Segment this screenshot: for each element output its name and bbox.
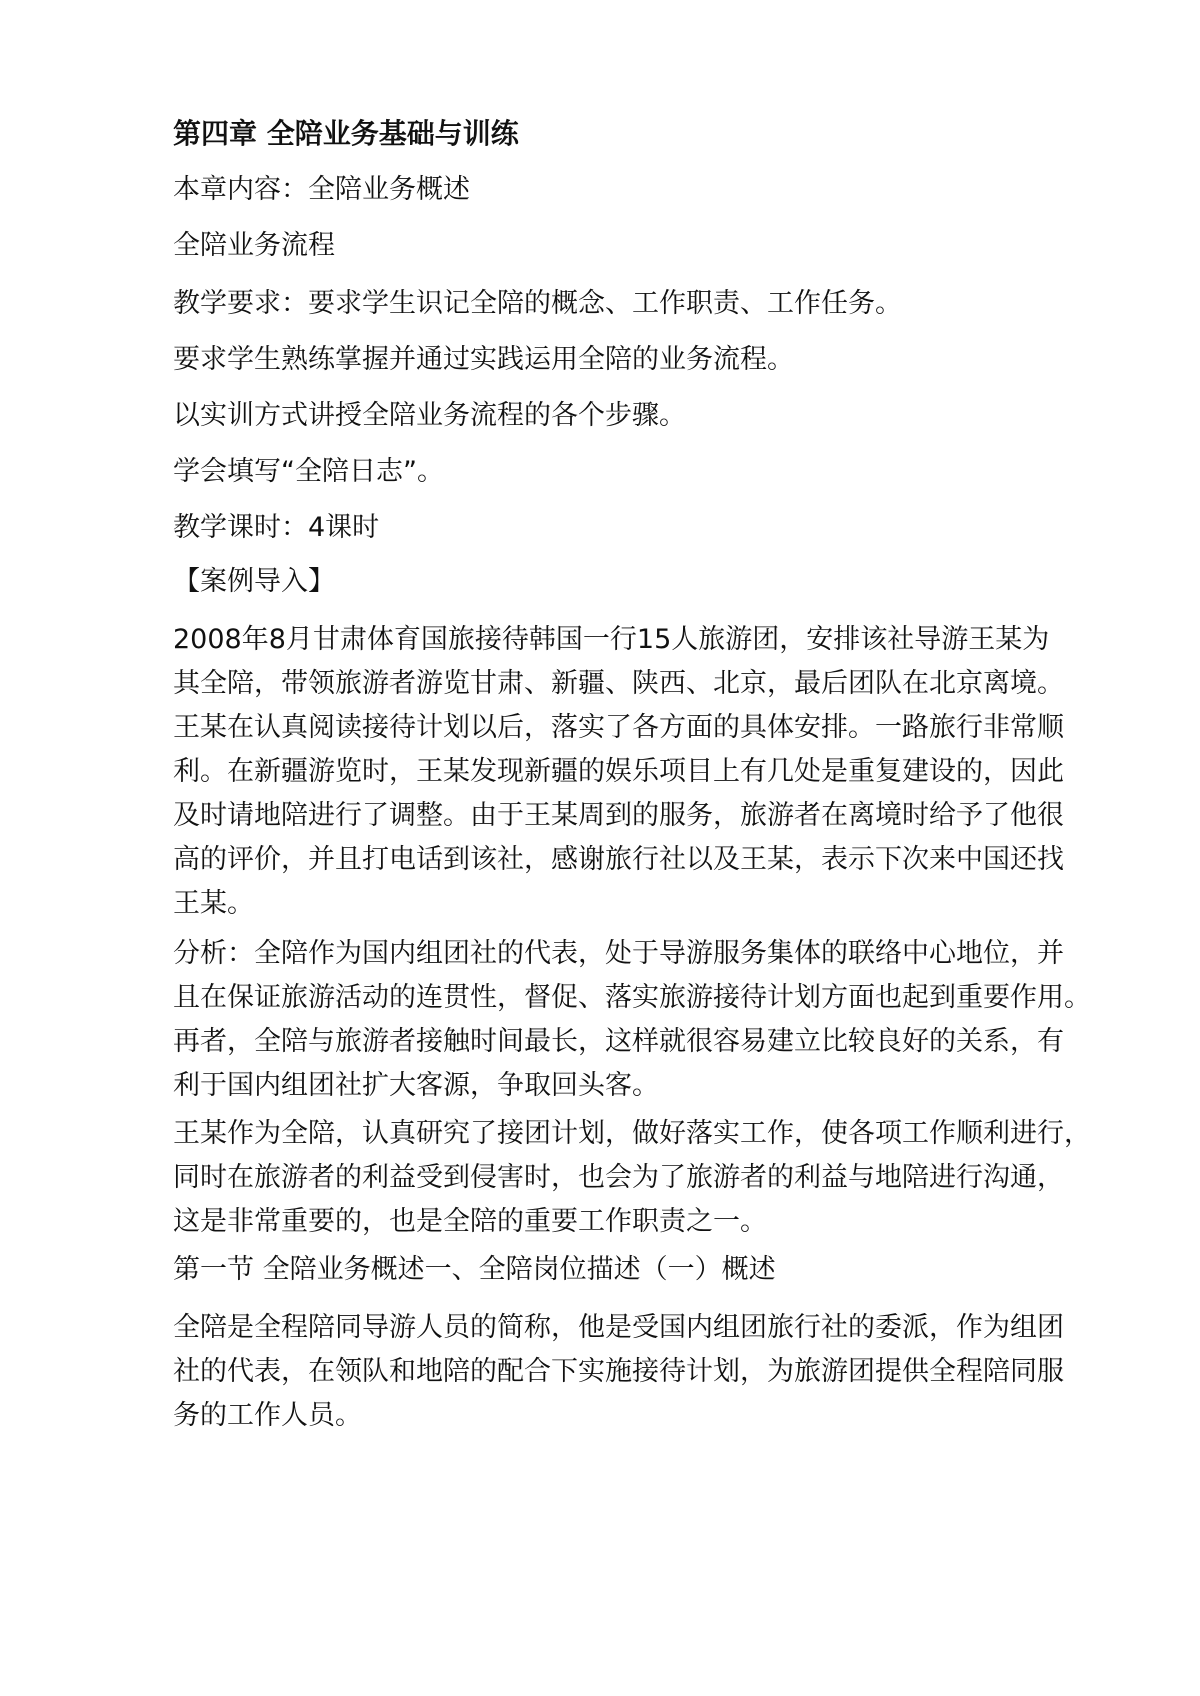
case-line: 其全陪，带领旅游者游览甘肃、新疆、陕西、北京，最后团队在北京离境。 [173,668,1064,699]
case-line: 利。在新疆游览时，王某发现新疆的娱乐项目上有几处是重复建设的，因此 [173,756,1064,787]
definition-line: 全陪是全程陪同导游人员的简称，他是受国内组团旅行社的委派，作为组团 [173,1312,1064,1343]
analysis-line: 再者，全陪与旅游者接触时间最长，这样就很容易建立比较良好的关系，有 [173,1026,1064,1057]
case-paragraph [173,618,1064,926]
analysis-paragraph [173,932,1091,1108]
teaching-requirement-4: 学会填写“全陪日志”。 [173,456,444,487]
case-line: 王某。 [173,888,254,919]
teaching-requirement: 教学要求：要求学生识记全陪的概念、工作职责、工作任务。 [173,288,902,319]
definition-line: 社的代表，在领队和地陪的配合下实施接待计划，为旅游团提供全程陪同服 [173,1356,1064,1387]
teaching-requirement-2: 要求学生熟练掌握并通过实践运用全陪的业务流程。 [173,344,794,375]
case-line: 2008年8月甘肃体育国旅接待韩国一行15人旅游团，安排该社导游王某为 [173,624,1050,655]
definition-paragraph [173,1306,1064,1438]
case-line: 高的评价，并且打电话到该社，感谢旅行社以及王某，表示下次来中国还找 [173,844,1064,875]
section-heading: 第一节 全陪业务概述一、全陪岗位描述（一）概述 [173,1254,776,1285]
analysis-line: 分析：全陪作为国内组团社的代表，处于导游服务集体的联络中心地位，并 [173,938,1064,969]
chapter-content-item: 全陪业务流程 [173,230,335,261]
case-heading: 【案例导入】 [173,566,335,597]
wang-line: 王某作为全陪，认真研究了接团计划，做好落实工作，使各项工作顺利进行， [173,1118,1091,1149]
wang-line: 同时在旅游者的利益受到侵害时，也会为了旅游者的利益与地陪进行沟通， [173,1162,1064,1193]
teaching-hours: 教学课时：4课时 [173,512,380,543]
definition-line: 务的工作人员。 [173,1400,362,1431]
analysis-line: 且在保证旅游活动的连贯性，督促、落实旅游接待计划方面也起到重要作用。 [173,982,1091,1013]
wang-line: 这是非常重要的，也是全陪的重要工作职责之一。 [173,1206,767,1237]
teaching-requirement-3: 以实训方式讲授全陪业务流程的各个步骤。 [173,400,686,431]
analysis-line: 利于国内组团社扩大客源，争取回头客。 [173,1070,659,1101]
chapter-content: 本章内容：全陪业务概述 [173,174,470,205]
wang-paragraph [173,1112,1091,1244]
chapter-title: 第四章 全陪业务基础与训练 [173,117,519,150]
case-line: 及时请地陪进行了调整。由于王某周到的服务，旅游者在离境时给予了他很 [173,800,1064,831]
case-line: 王某在认真阅读接待计划以后，落实了各方面的具体安排。一路旅行非常顺 [173,712,1064,743]
